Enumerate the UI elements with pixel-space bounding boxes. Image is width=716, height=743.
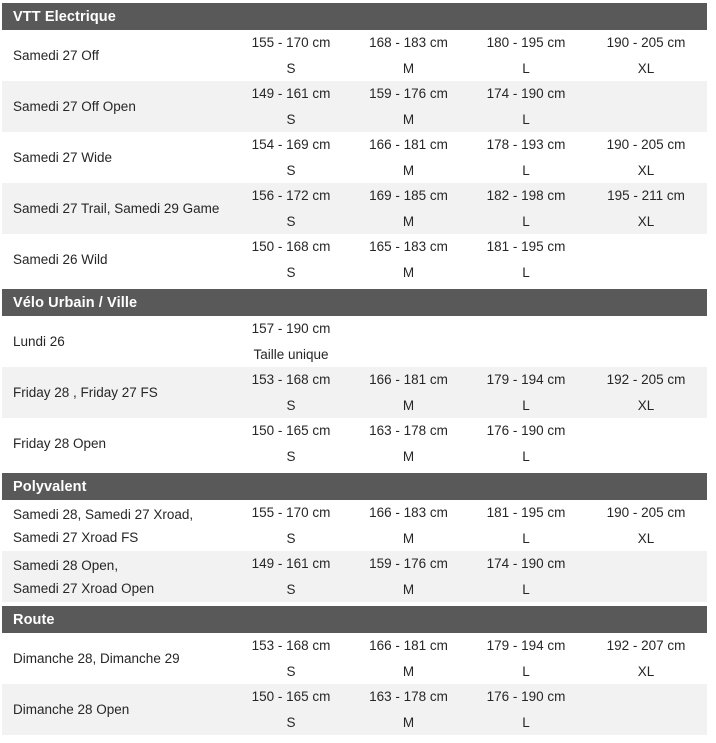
size-label: L [522, 530, 530, 546]
height-range: 174 - 190 cm [486, 86, 566, 102]
row-label: Lundi 26 [13, 334, 65, 349]
size-label: L [522, 581, 530, 597]
table-row [2, 551, 707, 602]
table-row [2, 316, 707, 367]
size-label: Taille unique [253, 346, 329, 362]
row-label-cell [2, 684, 232, 735]
height-range: 178 - 193 cm [486, 137, 566, 153]
size-cell [467, 418, 585, 469]
size-label: S [286, 448, 296, 464]
row-label: Samedi 27 Off Open [13, 99, 136, 114]
height-range: 190 - 205 cm [606, 35, 686, 51]
size-label: XL [637, 213, 655, 229]
height-range: 157 - 190 cm [251, 321, 331, 337]
size-cell [467, 30, 585, 81]
size-cell [585, 183, 707, 234]
size-label: M [402, 714, 415, 730]
table-section [2, 473, 707, 602]
size-label: M [402, 448, 415, 464]
size-label: S [286, 60, 296, 76]
row-label-cell [2, 367, 232, 418]
height-range: 179 - 194 cm [486, 638, 566, 654]
size-label: S [286, 397, 296, 413]
size-cell [467, 551, 585, 602]
height-range: 163 - 178 cm [369, 423, 448, 439]
height-range: 179 - 194 cm [486, 372, 566, 388]
size-cell [350, 684, 467, 735]
size-cell [232, 418, 350, 469]
row-label-cell [2, 316, 232, 367]
table-row [2, 684, 707, 735]
table-row [2, 367, 707, 418]
row-label-cell [2, 183, 232, 234]
size-label: L [522, 663, 530, 679]
size-label: XL [637, 60, 655, 76]
height-range: 192 - 205 cm [606, 372, 686, 388]
row-label: Friday 28 Open [13, 436, 107, 451]
height-range: 150 - 168 cm [251, 239, 331, 255]
height-range: 150 - 165 cm [251, 689, 331, 705]
row-label: Samedi 27 Xroad FS [13, 529, 139, 545]
height-range: 192 - 207 cm [606, 638, 686, 654]
size-cell [232, 132, 350, 183]
row-label: Friday 28 , Friday 27 FS [13, 385, 158, 400]
size-label: M [402, 397, 415, 413]
table-row [2, 234, 707, 285]
height-range: 190 - 205 cm [606, 505, 686, 521]
row-label: Samedi 27 Xroad Open [13, 580, 155, 596]
size-cell [350, 418, 467, 469]
size-label: M [402, 530, 415, 546]
row-label: Samedi 27 Off [13, 48, 100, 63]
height-range: 174 - 190 cm [486, 556, 566, 572]
size-label: M [402, 111, 415, 127]
height-range: 166 - 181 cm [369, 137, 448, 153]
table-row [2, 418, 707, 469]
row-label-cell [2, 633, 232, 684]
row-label-cell [2, 132, 232, 183]
height-range: 166 - 183 cm [369, 505, 448, 521]
size-cell [350, 500, 467, 551]
size-cell [232, 633, 350, 684]
row-label: Dimanche 28 Open [13, 702, 130, 717]
size-label: S [286, 663, 296, 679]
height-range: 180 - 195 cm [486, 35, 566, 51]
row-label: Samedi 28 Open, [13, 557, 119, 573]
size-cell [232, 183, 350, 234]
size-cell [232, 316, 350, 367]
height-range: 153 - 168 cm [251, 638, 331, 654]
size-cell [232, 684, 350, 735]
section-header: Polyvalent [2, 473, 707, 500]
height-range: 166 - 181 cm [369, 372, 448, 388]
height-range: 149 - 161 cm [251, 86, 331, 102]
row-label: Samedi 27 Wide [13, 150, 113, 165]
size-label: S [286, 530, 296, 546]
row-label-cell [2, 418, 232, 469]
size-label: L [522, 162, 530, 178]
table-row [2, 500, 707, 551]
row-label: Samedi 28, Samedi 27 Xroad, [13, 506, 194, 522]
size-label: L [522, 213, 530, 229]
size-cell [467, 500, 585, 551]
height-range: 166 - 181 cm [369, 638, 448, 654]
height-range: 154 - 169 cm [251, 137, 331, 153]
size-label: S [286, 581, 296, 597]
table-row [2, 81, 707, 132]
size-label: L [522, 111, 530, 127]
height-range: 169 - 185 cm [369, 188, 448, 204]
height-range: 182 - 198 cm [486, 188, 566, 204]
size-cell [232, 367, 350, 418]
size-label: L [522, 448, 530, 464]
size-label: L [522, 397, 530, 413]
height-range: 181 - 195 cm [486, 239, 566, 255]
height-range: 176 - 190 cm [486, 689, 566, 705]
height-range: 168 - 183 cm [369, 35, 448, 51]
size-cell [350, 132, 467, 183]
height-range: 155 - 170 cm [251, 505, 331, 521]
size-cell [585, 633, 707, 684]
size-cell [232, 500, 350, 551]
table-section [2, 289, 707, 469]
table-row [2, 30, 707, 81]
size-cell [350, 183, 467, 234]
height-range: 153 - 168 cm [251, 372, 331, 388]
size-label: S [286, 213, 296, 229]
size-label: XL [637, 663, 655, 679]
size-label: L [522, 264, 530, 280]
section-header: Vélo Urbain / Ville [2, 289, 707, 316]
size-label: S [286, 162, 296, 178]
height-range: 163 - 178 cm [369, 689, 448, 705]
size-cell [585, 30, 707, 81]
size-label: L [522, 714, 530, 730]
size-label: M [402, 264, 415, 280]
size-label: XL [637, 397, 655, 413]
row-label: Samedi 26 Wild [13, 252, 108, 267]
height-range: 176 - 190 cm [486, 423, 566, 439]
size-cell [467, 81, 585, 132]
size-label: M [402, 663, 415, 679]
table-row [2, 633, 707, 684]
size-cell [467, 633, 585, 684]
height-range: 156 - 172 cm [251, 188, 331, 204]
size-cell [467, 183, 585, 234]
size-cell [585, 132, 707, 183]
height-range: 181 - 195 cm [486, 505, 566, 521]
row-label-cell [2, 234, 232, 285]
size-cell [232, 30, 350, 81]
row-label-cell [2, 500, 232, 551]
size-cell [585, 367, 707, 418]
height-range: 190 - 205 cm [606, 137, 686, 153]
size-cell [350, 633, 467, 684]
row-label-cell [2, 551, 232, 602]
height-range: 165 - 183 cm [369, 239, 448, 255]
size-label: L [522, 60, 530, 76]
size-label: M [402, 162, 415, 178]
size-cell [350, 30, 467, 81]
size-label: M [402, 60, 415, 76]
size-cell [467, 234, 585, 285]
size-label: S [286, 264, 296, 280]
size-chart-table [2, 3, 707, 735]
size-cell [350, 551, 467, 602]
size-label: S [286, 111, 296, 127]
size-label: XL [637, 530, 655, 546]
size-cell [350, 367, 467, 418]
height-range: 150 - 165 cm [251, 423, 331, 439]
section-header: VTT Electrique [2, 3, 707, 30]
size-cell [585, 500, 707, 551]
height-range: 195 - 211 cm [607, 188, 685, 204]
size-label: M [402, 213, 415, 229]
height-range: 159 - 176 cm [369, 556, 448, 572]
table-section [2, 606, 707, 735]
row-label-cell [2, 81, 232, 132]
size-label: M [402, 581, 415, 597]
size-cell [350, 81, 467, 132]
height-range: 149 - 161 cm [251, 556, 331, 572]
table-section [2, 3, 707, 285]
height-range: 155 - 170 cm [251, 35, 331, 51]
size-cell [467, 132, 585, 183]
size-cell [232, 551, 350, 602]
table-row [2, 183, 707, 234]
size-label: XL [637, 162, 655, 178]
height-range: 159 - 176 cm [369, 86, 448, 102]
size-cell [467, 684, 585, 735]
row-label: Dimanche 28, Dimanche 29 [13, 651, 180, 666]
size-cell [350, 234, 467, 285]
size-cell [232, 234, 350, 285]
size-cell [467, 367, 585, 418]
row-label: Samedi 27 Trail, Samedi 29 Game [13, 201, 220, 216]
row-label-cell [2, 30, 232, 81]
size-label: S [286, 714, 296, 730]
table-row [2, 132, 707, 183]
section-header: Route [2, 606, 707, 633]
size-cell [232, 81, 350, 132]
